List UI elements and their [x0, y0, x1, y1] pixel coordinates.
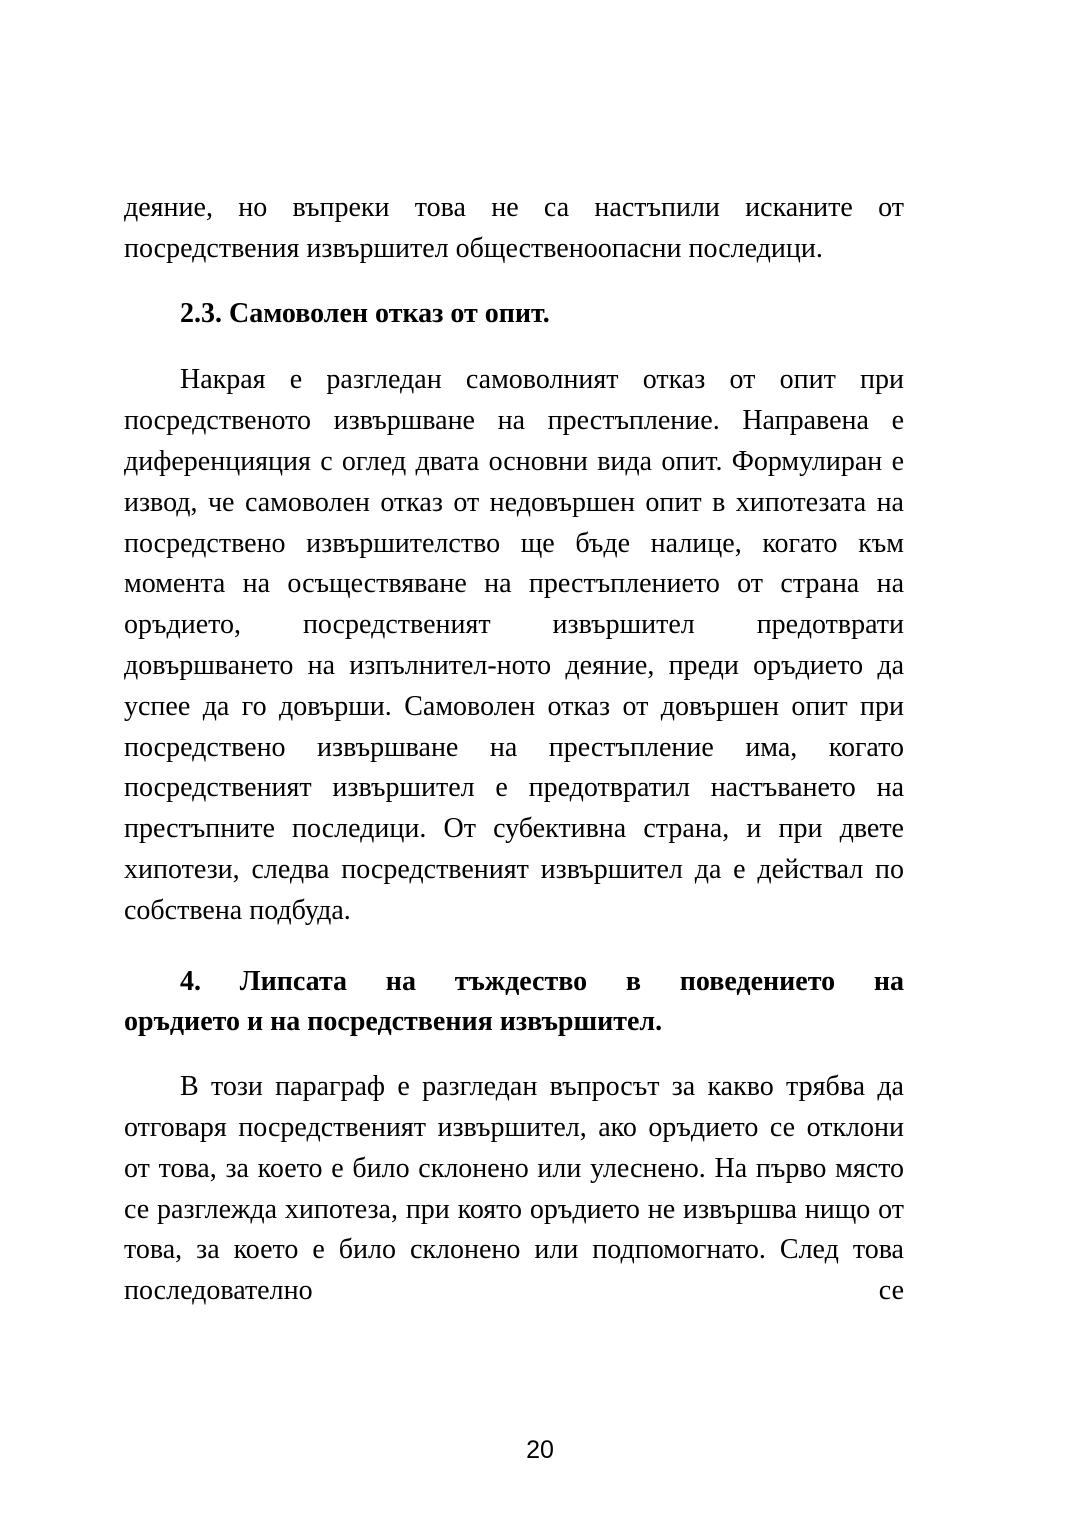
section-heading-4-line-1: 4. Липсата на тъждество в поведението на	[180, 965, 904, 997]
continuation-line-2: посредствения извършител общественоопасни последици.	[124, 232, 823, 264]
section-heading-4-line-2: оръдието и на посредствения извършител.	[124, 1006, 663, 1038]
section-heading-2-3: 2.3. Самоволен отказ от опит.	[180, 297, 550, 329]
page-body	[124, 188, 904, 1312]
section-2-3-paragraph: Накрая е разгледан самоволният отказ от опит при посредственото извършване на престъпление. Направена е диференцияция с оглед двата основни вида опит. Формулиран е извод, че самоволен отказ от недовършен опит в хипотезата на посредствено извършителство ще бъде налице, когато към момента на осъществяване на престъплението от страна на оръдието, посредственият извършител предотврати довършването на изпълнител-ното деяние, преди оръдието да успее да го довърши. Самоволен отказ от довършен опит при посредствено извършване на престъпление има, когато посредственият извършител е предотвратил настъването на престъпните последици. От субективна страна, и при двете хипотези, следва посредственият извършител да е действал по собствена подбуда.	[124, 364, 904, 926]
section-4-paragraph: В този параграф е разгледан въпросът за какво трябва да отговаря посредственият извършител, ако оръдието се отклони от това, за което е било склонено или улеснено. На първо място се разглежда хипотеза, при която оръдието не извършва нищо от това, за което е било склонено или подпомогнато. След това последователно се	[124, 1071, 904, 1307]
continuation-line-1: деяние, но въпреки това не са настъпили исканите от	[124, 192, 904, 223]
page-number: 20	[526, 1436, 554, 1464]
